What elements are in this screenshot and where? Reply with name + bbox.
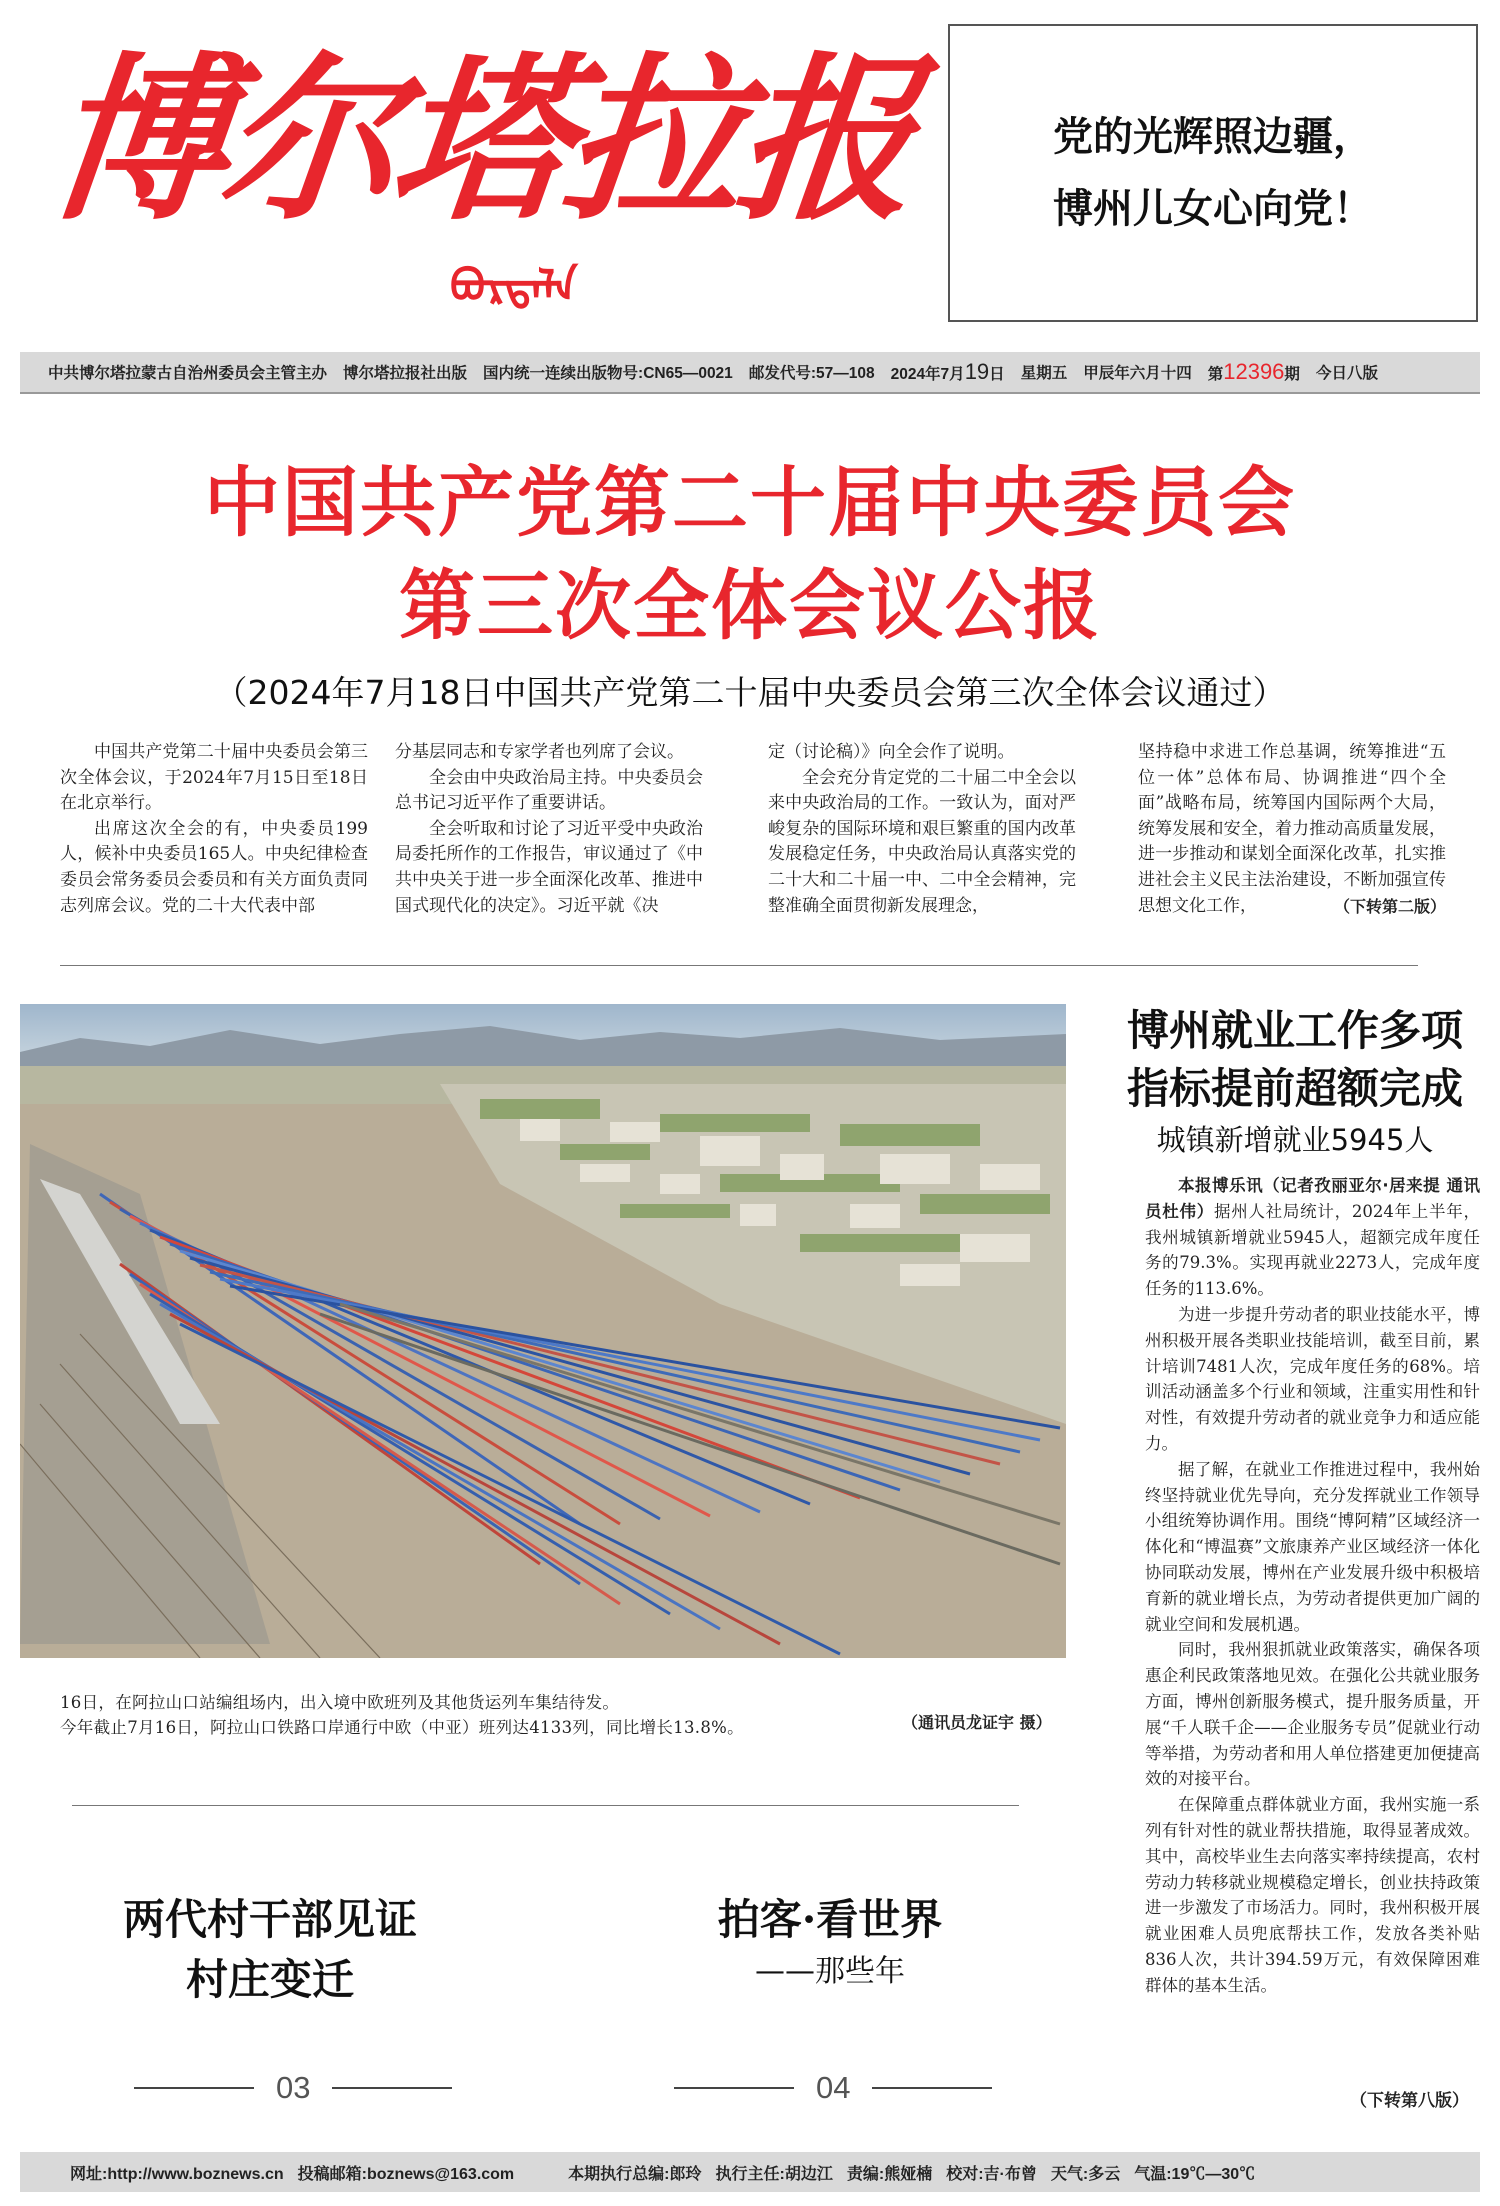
promo-village-cadres[interactable] xyxy=(80,1890,460,2010)
side-lead: 本报博乐讯（记者孜丽亚尔·居来提 通讯员杜伟） xyxy=(1145,1176,1480,1221)
promo-photographer[interactable] xyxy=(640,1890,1020,1994)
issue-date xyxy=(891,359,1005,385)
mongolian-title: ᠪᠣᠷᠲᠠᠯᠠ xyxy=(450,261,578,312)
section-divider xyxy=(60,965,1418,966)
lead-paragraph: 全会听取和讨论了习近平受中央政治局委托所作的工作报告，审议通过了《中共中央关于进一步全面深化改革、推进中国式现代化的决定》。习近平就《决 xyxy=(395,818,703,916)
side-continue-note[interactable]: （下转第八版） xyxy=(1350,2091,1469,2111)
date-day: 19 xyxy=(964,359,990,384)
freight-yard-photo xyxy=(20,1004,1066,1658)
promo-divider xyxy=(72,1805,1019,1806)
proofreader: 校对:吉·布曾 xyxy=(946,2165,1037,2183)
promo-title-line-2: 村庄变迁 xyxy=(185,1955,354,2004)
publisher: 博尔塔拉报社出版 xyxy=(343,365,468,382)
lead-headline-line-1: 中国共产党第二十届中央委员会 xyxy=(204,458,1296,547)
lead-continue-note[interactable]: （下转第二版） xyxy=(1333,896,1446,916)
rule-left xyxy=(674,2087,794,2089)
page-number-text: 03 xyxy=(276,2070,311,2105)
lead-column-4 xyxy=(1138,740,1446,919)
lead-column-2 xyxy=(395,740,703,919)
side-paragraph: 同时，我州狠抓就业政策落实，确保各项惠企利民政策落地见效。在强化公共就业服务方面，博州创新服务模式，提升服务质量，开展“千人联千企——企业服务专员”促就业行动等举措，为劳动者和用人单位搭建更加便捷高效的对接平台。 xyxy=(1145,1640,1480,1789)
lead-column-1 xyxy=(60,740,368,919)
newspaper-title: 博尔塔拉报 xyxy=(39,35,922,244)
rule-right xyxy=(872,2087,992,2089)
lead-paragraph: 全会充分肯定党的二十届二中全会以来中央政治局的工作。一致认为，面对严峻复杂的国际环境和艰巨繁重的国内改革发展稳定任务，中央政治局认真落实党的二十大和二十届一中、二中全会精神，完整准确全面贯彻新发展理念， xyxy=(768,767,1076,916)
promo-title-line-1: 拍客·看世界 xyxy=(717,1895,943,1944)
side-article-body xyxy=(1145,1173,1480,1999)
side-paragraph xyxy=(1145,1173,1480,1302)
freight-yard-illustration xyxy=(20,1004,1066,1658)
lead-paragraph: 中国共产党第二十届中央委员会第三次全体会议，于2024年7月15日至18日在北京举行。 xyxy=(60,742,368,814)
promo-page-number[interactable] xyxy=(112,2070,474,2106)
promo-title-line-1: 两代村干部见证 xyxy=(122,1895,417,1944)
lead-subheadline: （2024年7月18日中国共产党第二十届中央委员会第三次全体会议通过） xyxy=(214,673,1286,712)
side-paragraph: 据了解，在就业工作推进过程中，我州始终坚持就业优先导向，充分发挥就业工作领导小组统筹协调作用。围绕“博阿精”区域经济一体化和“博温赛”文旅康养产业区域经济一体化协同联动发展，博州在产业发展升级中积极培育新的就业增长点，为劳动者提供更加广阔的就业空间和发展机遇。 xyxy=(1145,1459,1480,1634)
lead-column-3 xyxy=(768,740,1076,919)
weekday: 星期五 xyxy=(1020,365,1068,382)
slogan-line-2: 博州儿女心向党！ xyxy=(1053,185,1373,232)
editor: 责编:熊娅楠 xyxy=(846,2165,933,2183)
email-link[interactable]: 投稿邮箱:boznews@163.com xyxy=(297,2165,515,2183)
slogan-line-1: 党的光辉照边疆， xyxy=(1053,113,1373,160)
issue-number xyxy=(1208,359,1300,385)
rule-right xyxy=(332,2087,452,2089)
issue-number-value: 12396 xyxy=(1223,359,1285,384)
page-number-text: 04 xyxy=(816,2070,851,2105)
lead-paragraph: 分基层同志和专家学者也列席了会议。 xyxy=(395,742,684,762)
side-paragraph-text: 据州人社局统计，2024年上半年，我州城镇新增就业5945人，超额完成年度任务的79.3%。实现再就业2273人，完成年度任务的113.6%。 xyxy=(1145,1201,1481,1299)
editor-chief: 本期执行总编:郎玲 xyxy=(568,2165,702,2183)
executive-editor: 执行主任:胡边江 xyxy=(715,2165,833,2183)
photo-credit: （通讯员龙证宇 摄） xyxy=(902,1713,1052,1732)
cn-number: 国内统一连续出版物号:CN65—0021 xyxy=(483,365,733,382)
caption-line-1: 16日，在阿拉山口站编组场内，出入境中欧班列及其他货运列车集结待发。 xyxy=(60,1693,620,1712)
side-paragraph: 为进一步提升劳动者的职业技能水平，博州积极开展各类职业技能培训，截至目前，累计培训7481人次，完成年度任务的68%。培训活动涵盖多个行业和领域，注重实用性和针对性，有效提升劳动者的就业竞争力和适应能力。 xyxy=(1145,1304,1480,1453)
lead-paragraph: 全会由中央政治局主持。中央委员会总书记习近平作了重要讲话。 xyxy=(395,767,703,814)
slogan-box xyxy=(948,24,1478,322)
post-code: 邮发代号:57—108 xyxy=(748,365,875,382)
issue-info-bar xyxy=(20,352,1480,394)
website-link[interactable]: 网址:http://www.boznews.cn xyxy=(70,2165,284,2183)
temperature: 气温:19℃—30℃ xyxy=(1134,2165,1256,2183)
footer-bar xyxy=(20,2152,1480,2192)
issue-prefix: 第 xyxy=(1207,366,1224,383)
issue-suffix: 期 xyxy=(1284,366,1300,383)
side-headline-line-2: 指标提前超额完成 xyxy=(1126,1064,1463,1113)
masthead-logo xyxy=(39,30,922,312)
caption-line-2: 今年截止7月16日，阿拉山口铁路口岸通行中欧（中亚）班列达4133列，同比增长13.8%。 xyxy=(60,1718,744,1737)
date-prefix: 2024年7月 xyxy=(890,366,965,383)
lead-paragraph: 坚持稳中求进工作总基调，统筹推进“五位一体”总体布局、协调推进“四个全面”战略布局，统筹国内国际两个大局，统筹发展和安全，着力推动高质量发展，进一步推动和谋划全面深化改革，扎实推进社会主义民主法治建设，不断加强宣传思想文化工作， xyxy=(1138,742,1446,916)
side-headline-line-1: 博州就业工作多项 xyxy=(1126,1006,1463,1055)
lead-headline-line-2: 第三次全体会议公报 xyxy=(399,561,1101,650)
lead-paragraph: 定（讨论稿）》向全会作了说明。 xyxy=(768,742,1015,762)
sponsor: 中共博尔塔拉蒙古自治州委员会主管主办 xyxy=(48,365,328,382)
lead-paragraph: 出席这次全会的有，中央委员199人，候补中央委员165人。中央纪律检查委员会常务委员会委员和有关方面负责同志列席会议。党的二十大代表中部 xyxy=(60,818,368,916)
side-paragraph: 在保障重点群体就业方面，我州实施一系列有针对性的就业帮扶措施，取得显著成效。其中，高校毕业生去向落实率持续提高，农村劳动力转移就业规模稳定增长，创业扶持政策进一步激发了市场活力。同时，我州积极开展就业困难人员兜底帮扶工作，发放各类补贴836人次，共计394.59万元，有效保障困难群体的基本生活。 xyxy=(1145,1795,1480,1995)
rule-left xyxy=(134,2087,254,2089)
lunar-date: 甲辰年六月十四 xyxy=(1083,365,1192,382)
date-suffix: 日 xyxy=(989,366,1005,383)
weather: 天气:多云 xyxy=(1050,2165,1121,2183)
side-subheadline: 城镇新增就业5945人 xyxy=(1156,1123,1434,1157)
promo-page-number[interactable] xyxy=(652,2070,1014,2106)
promo-subtitle: ——那些年 xyxy=(755,1954,905,1989)
page-count: 今日八版 xyxy=(1315,365,1378,382)
